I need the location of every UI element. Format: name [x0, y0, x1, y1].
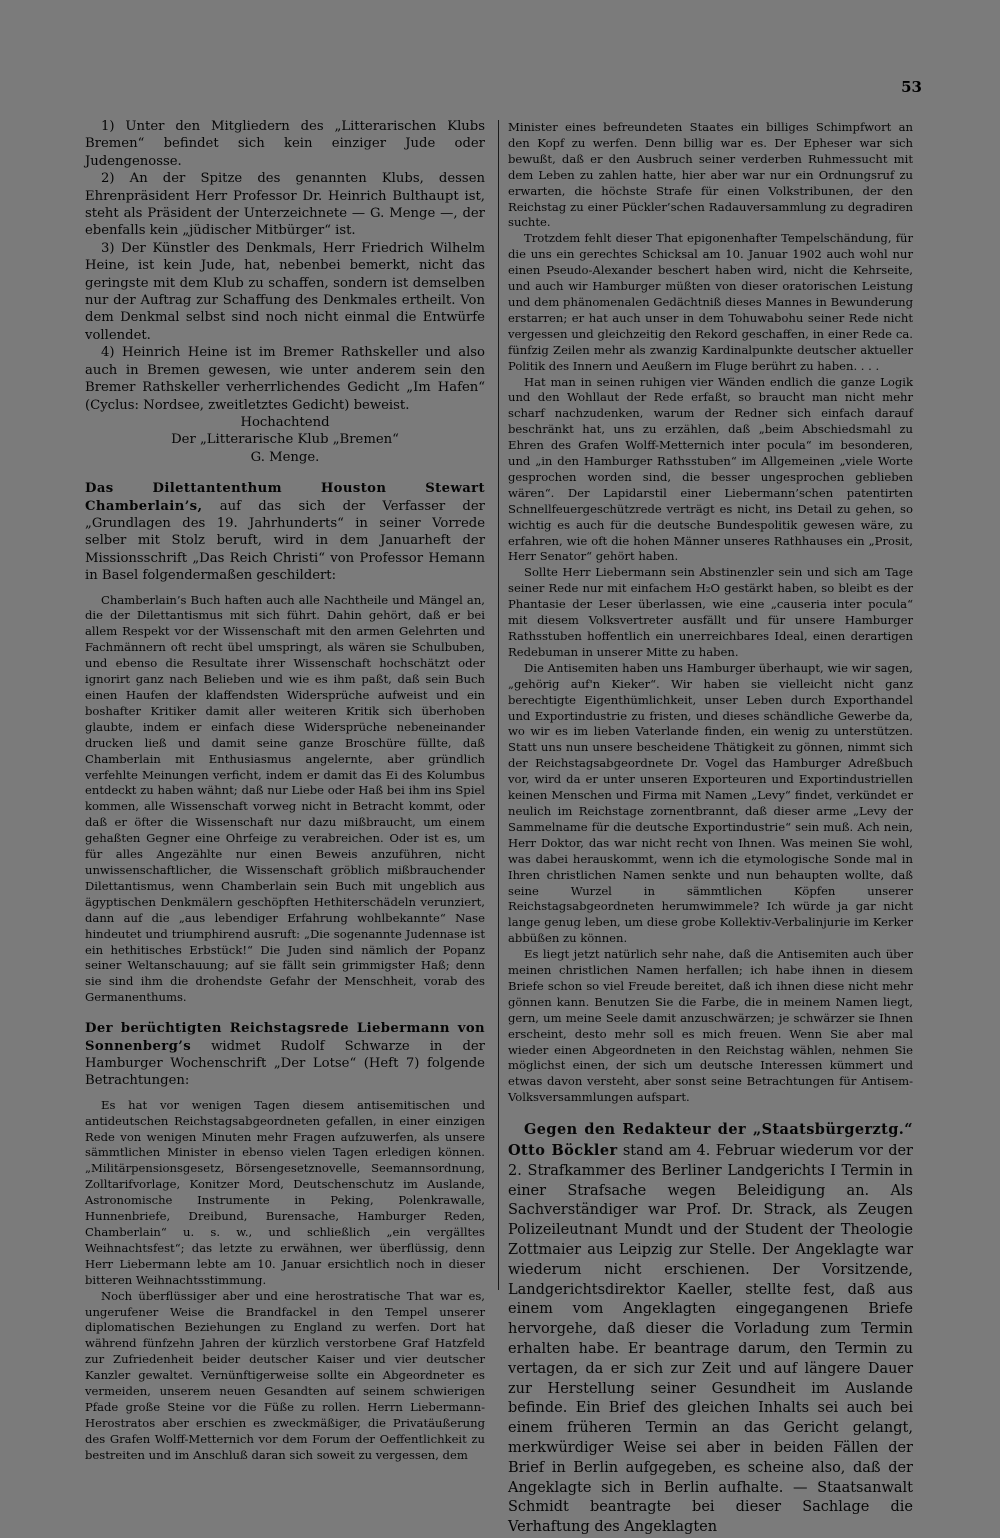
page-number: 53: [901, 78, 922, 96]
note-3: 3) Der Künstler des Denkmals, Herr Friedrich Wilhelm Heine, ist kein Jude, hat, nebenbei bemerkt, nicht das geringste mit dem Klub zu schaffen, sondern ist demselben nur der Auftrag zur Schaffung des Denkmales ertheilt. Von dem Denkmal selbst sind noch nicht einmal die Entwürfe vollendet.: [85, 240, 485, 343]
article-paragraph: Noch überflüssiger aber und eine herostratische That war es, ungerufener Weise die Brandfackel in den Tempel unserer diplomatischen Beziehungen zu England zu werfen. Dort hat während fünfzehn Jahren der kürzlich verstorbene Graf Hatzfeld zur Zufriedenheit beider deutscher Kaiser und vier deutscher Kanzler gewaltet. Vernünftigerweise sollte ein Abgeordneter es vermeiden, unserem neuen Gesandten auf seinem schwierigen Pfade große Steine vor die Füße zu rollen. Herrn Liebermann-Herostratos aber erschien es zweckmäßiger, die Privatäußerung des Grafen Wolff-Metternich vor dem Forum der Oeffentlichkeit zu bestreiten und im Anschluß daran sich soweit zu vergessen, dem: [85, 1288, 485, 1462]
article-paragraph: Minister eines befreundeten Staates ein billiges Schimpfwort an den Kopf zu werfen. Denn billig war es. Der Epheser war sich bewußt, daß er den Ausbruch seiner verderben Ruhmessucht mit dem Leben zu zahlen hatte, hier aber war nur ein Ordnungsruf zu erwarten, die höchste Strafe für einen Volkstribunen, der den Reichstag zu einer Pückler’schen Radauversammlung zu degradiren suchte.: [508, 120, 913, 230]
article-heading: Das Dilettantenthum Houston Stewart Chamberlain’s,: [85, 481, 485, 514]
spacer: [85, 466, 485, 480]
note-1: 1) Unter den Mitgliedern des „Litterarischen Klubs Bremen“ befindet sich kein einziger Jude oder Judengenosse.: [85, 119, 485, 169]
article-paragraph: Die Antisemiten haben uns Hamburger überhaupt, wie wir sagen, „gehörig auf'n Kieker“. Wir haben sie vielleicht nicht ganz berechtigte Eigenthümlichkeit, unser Leben durch Exporthandel und Exportindustrie zu fristen, und dieses schändliche Gewerbe da, wo wir es im lieben Vaterlande finden, ein wenig zu unterstützen. Statt uns nun unsere bescheidene Thätigkeit zu gönnen, nimmt sich der Reichstagsabgeordnete Dr. Vogel das Hamburger Adreßbuch vor, wird da er unter unseren Exporteuren und Exportindustriellen keinen Menschen und Firma mit Namen „Levy“ findet, verkündet er neulich im Reichstage zornentbrannt, daß dieser arme „Levy der Sammelname für die deutsche Exportindustrie“ sein muß. Ach nein, Herr Doktor, das war nicht recht von Ihnen. Was meinen Sie wohl, was dabei herauskommt, wenn ich die etymologische Sonde mal in Ihren christlichen Namen senkte und nun behaupten wollte, daß seine Wurzel in sämmtlichen Köpfen unserer Reichstagsabgeordneten herumwimmele? Ich würde ja gar nicht lange genug leben, um diese grobe Kollektiv-Verbalinjurie im Kerker abbüßen zu können.: [508, 660, 913, 946]
note-4: 4) Heinrich Heine ist im Bremer Rathskeller und also auch in Bremen gewesen, wie unter anderem sein den Bremer Rathskeller verherrlichendes Gedicht „Im Hafen“ (Cyclus: Nordsee, zweitletztes Gedicht) beweist.: [85, 345, 485, 413]
article-heading: Der berüchtigten Reichstagsrede Liebermann von Sonnenberg’s: [85, 1021, 485, 1054]
spacer: [508, 1106, 913, 1120]
note-2: 2) An der Spitze des genannten Klubs, dessen Ehrenpräsident Herr Professor Dr. Heinrich Bulthaupt ist, steht als Präsident der Unterzeichnete — G. Menge —, der ebenfalls kein „jüdischer Mitbürger“ ist.: [85, 171, 485, 239]
article-chamberlain: [85, 480, 485, 584]
article-paragraph: Hat man in seinen ruhigen vier Wänden endlich die ganze Logik und den Wohllaut der Rede erfaßt, so braucht man nicht mehr scharf nachzudenken, warum der Redner sich einfach darauf beschränkt hat, uns zu erzählen, daß „beim Abschiedsmahl zu Ehren des Grafen Wolff-Metternich inter pocula“ im besonderen, und „in den Hamburger Rathsstuben“ im Allgemeinen „viele Worte gesprochen worden sind, die besser ungesprochen geblieben wären“. Der Lapidarstil einer Liebermann’schen patentirten Schnellfeuergeschützrede verträgt es nicht, ins Detail zu gehen, so wichtig es auch für die deutsche Bundespolitik gewesen wäre, zu erfahren, wie oft die hohen Männer unseres Rathhauses ein „Prosit, Herr Senator“ gehört haben.: [508, 374, 913, 564]
right-column: [508, 120, 913, 1538]
article-liebermann: [85, 1020, 485, 1090]
article-heading: Gegen den Redakteur der „Staatsbürgerztg.“ Otto Böckler: [508, 1121, 913, 1159]
left-column: [85, 118, 485, 1464]
signature-club: Der „Litterarische Klub „Bremen“: [171, 432, 399, 448]
spacer: [85, 1090, 485, 1098]
article-paragraph: Es hat vor wenigen Tagen diesem antisemitischen und antideutschen Reichstagsabgeordneten gefallen, in einer einzigen Rede von wenigen Minuten mehr Fragen aufzuwerfen, als unsere sämmtlichen Minister in ebenso vielen Tagen erledigen können. „Militärpensionsgesetz, Börsengesetznovelle, Seemannsordnung, Zolltarifvorlage, Konitzer Mord, Deutschenschutz im Auslande, Astronomische Instrumente in Peking, Polenkrawalle, Hunnenbriefe, Dreibund, Burensache, Hamburger Reden, Chamberlain“ u. s. w., und schließlich „ein vergälltes Weihnachtsfest“; das letzte zu erwähnen, wer überflüssig, denn Herr Liebermann lebte am 10. Januar ersichtlich noch in dieser bitteren Weihnachtsstimmung.: [85, 1097, 485, 1287]
signature-name: G. Menge.: [250, 449, 320, 465]
article-intro: widmet Rudolf Schwarze in der Hamburger Wochenschrift „Der Lotse“ (Heft 7) folgende Betrachtungen:: [85, 1038, 485, 1089]
article-intro: auf das sich der Verfasser der „Grundlagen des 19. Jahrhunderts“ in seiner Vorrede selber mit Stolz beruft, wird in dem Januarheft der Missionsschrift „Das Reich Christi“ von Professor Hemann in Basel folgendermaßen geschildert:: [85, 498, 485, 584]
spacer: [85, 585, 485, 593]
article-text: stand am 4. Februar wiederum vor der 2. Strafkammer des Berliner Landgerichts I Termin in einer Strafsache wegen Beleidigung an. Als Sachverständiger war Prof. Dr. Strack, als Zeugen Polizeileutnant Mundt und der Student der Theologie Zottmaier aus Leipzig zur Stelle. Der Angeklagte war wiederum nicht erschienen. Der Vorsitzende, Landgerichtsdirektor Kaeller, stellte fest, daß aus einem vom Angeklagten eingegangenen Briefe hervorgehe, daß dieser die Vorladung zum Termin erhalten habe. Er beantrage darum, den Termin zu vertagen, da er sich zur Zeit und auf längere Dauer zur Herstellung seiner Gesundheit im Auslande befinde. Ein Brief des gleichen Inhalts sei auch bei einem früheren Termin an das Gericht gelangt, merkwürdiger Weise sei aber in beiden Fällen der Brief in Berlin aufgegeben, es scheine also, daß der Angeklagte sich in Berlin aufhalte. — Staatsanwalt Schmidt beantragte bei dieser Sachlage die Verhaftung des Angeklagten: [508, 1142, 913, 1536]
column-divider: [498, 120, 499, 1290]
article-boeckler: [508, 1120, 913, 1538]
article-paragraph: Es liegt jetzt natürlich sehr nahe, daß die Antisemiten auch über meinen christlichen Namen herfallen; ich habe ihnen in diesem Briefe schon so viel Freude bereitet, daß ich ihnen diese nicht mehr gönnen kann. Benutzen Sie die Farbe, die in meinem Namen liegt, gern, um meine Seele damit anzuschwärzen; je schwärzer sie Ihnen erscheint, desto mehr soll es mich freuen. Wenn Sie aber mal wieder einen Abgeordneten in den Reichstag wählen, nehmen Sie möglichst einen, der sich um deutsche Interessen kümmert und etwas davon versteht, aber sonst seine Betrachtungen für Antisem-Volksversammlungen aufspart.: [508, 947, 913, 1105]
closing: Hochachtend: [240, 414, 330, 430]
article-quote: Chamberlain’s Buch haften auch alle Nachtheile und Mängel an, die der Dilettantismus mit sich führt. Dahin gehört, daß er bei allem Respekt vor der Wissenschaft mit den armen Gelehrten und Fachmännern oft recht übel umspringt, als wären sie Schulbuben, und ebenso die Resultate ihrer Wissenschaft hochschätzt oder ignorirt ganz nach Belieben und wie es ihm paßt, daß sein Buch einen Haufen der klaffendsten Widersprüche aufweist und ein boshafter Kritiker damit aller weiteren Kritik sich überhoben glaubte, indem er einfach diese Widersprüche nebeneinander drucken ließ und damit seine ganze Broschüre füllte, daß Chamberlain mit Enthusiasmus angelernte, aber gründlich verfehlte Meinungen verficht, indem er damit das Ei des Kolumbus entdeckt zu haben wähnt; daß nur Liebe oder Haß bei ihm ins Spiel kommen, alle Wissenschaft vorweg nicht in Betracht kommt, oder daß er öfter die Wissenschaft nur dazu mißbraucht, um einem gehaßten Gegner eine Ohrfeige zu verabreichen. Oder ist es, um für alles Angezählte nur einen Beweis anzuführen, nicht unwissenschaftlicher, die Wissenschaft gröblich mißbrauchender Dilettantismus, wenn Chamberlain sein Buch mit ungeblich aus ägyptischen Denkmälern geschöpften Hethiterschädeln verunziert, dann auf die „aus lebendiger Erfahrung wohlbekannte“ Nase hindeutet und triumphirend ausruft: „Die sogenannte Judennase ist ein hethitisches Erbstück!“ Die Juden sind nämlich der Popanz seiner Weltanschauung; auf sie fällt sein grimmigster Haß; denn sie sind ihm die drohendste Gefahr der Menschheit, vorab des Germanenthums.: [85, 592, 485, 1005]
spacer: [85, 1006, 485, 1020]
article-paragraph: Sollte Herr Liebermann sein Abstinenzler sein und sich am Tage seiner Rede nur mit einfachem H₂O gestärkt haben, so bleibt es der Phantasie der Leser überlassen, wie eine „causeria inter pocula“ mit diesem Volksvertreter ausfällt und für unsere Hamburger Rathsstuben hoffentlich ein unerreichbares Ideal, einen derartigen Redebuman in unserer Mitte zu haben.: [508, 565, 913, 659]
article-paragraph: Trotzdem fehlt dieser That epigonenhafter Tempelschändung, für die uns ein gerechtes Schicksal am 10. Januar 1902 auch wohl nur einen Pseudo-Alexander beschert haben wird, nicht die Kehrseite, und auch wir Hamburger müßten von dieser oratorischen Leistung und dem phänomenalen Gedächtniß dieses Mannes in Bewunderung erstarren; er hat auch unser in dem Tohuwabohu seiner Rede nicht vergessen und gleichzeitig den Rekord geschaffen, in einer Rede ca. fünfzig Zeilen mehr als zwanzig Kardinalpunkte deutscher aktueller Politik des Innern und Aeußern im Fluge berührt zu haben. . . .: [508, 231, 913, 373]
